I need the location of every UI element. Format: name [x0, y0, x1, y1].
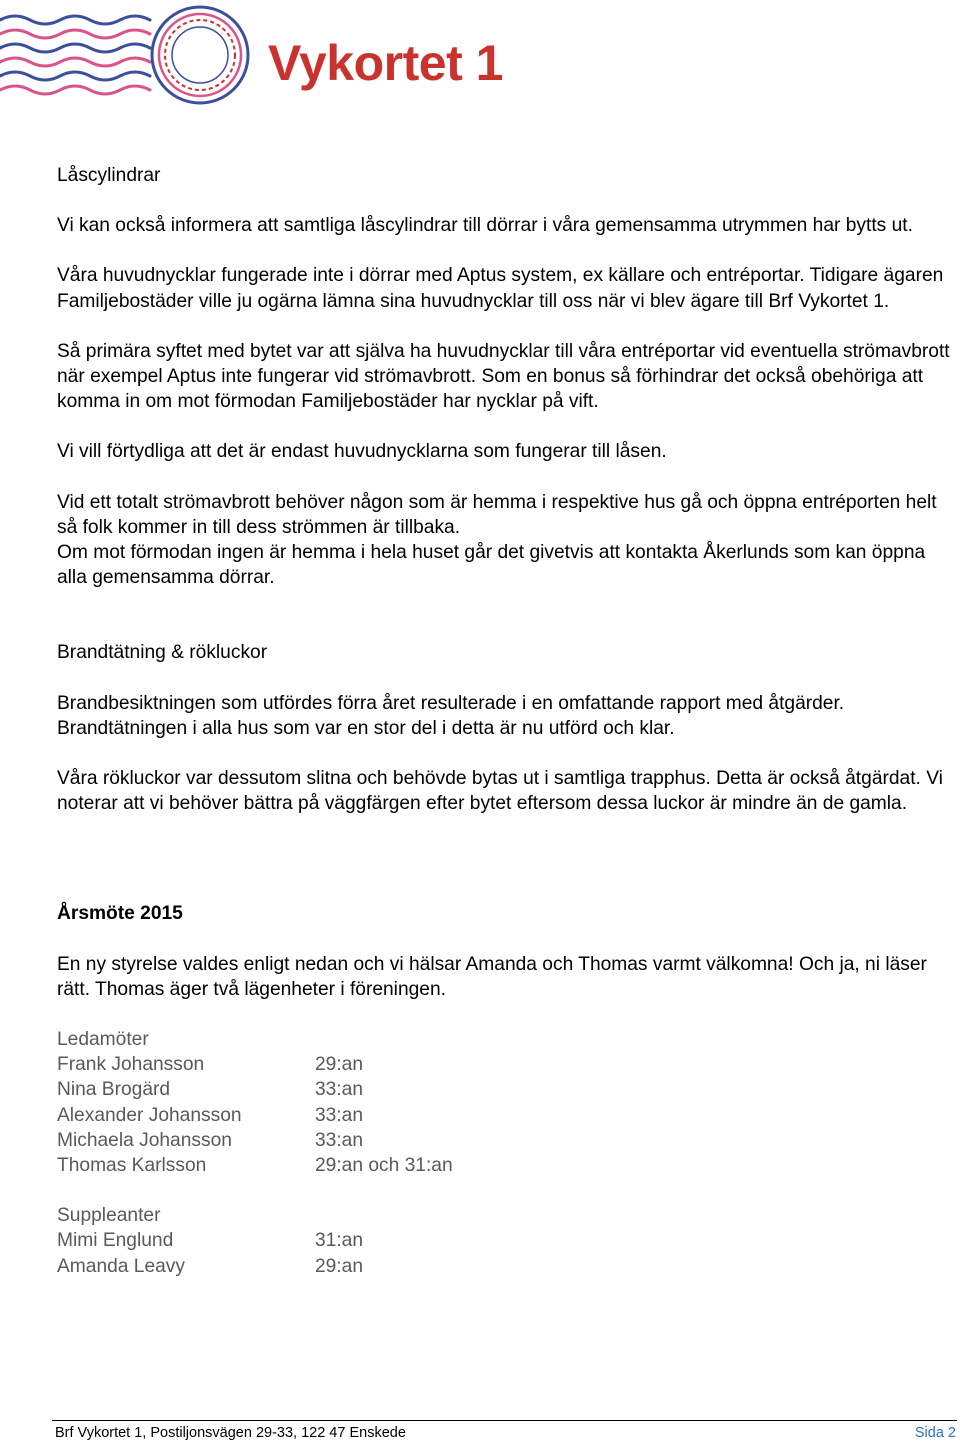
list-item — [57, 1077, 957, 1102]
section-heading-arsmote: Årsmöte 2015 — [57, 903, 183, 925]
document-body — [57, 163, 957, 1279]
member-house: 33:an — [315, 1104, 364, 1126]
member-name: Thomas Karlsson — [57, 1155, 207, 1177]
paragraph: Vi kan också informera att samtliga låscylindrar till dörrar i våra gemensamma utrymmen har bytts ut. — [57, 215, 913, 237]
brand-logo — [0, 0, 520, 110]
member-name: Michaela Johansson — [57, 1129, 232, 1151]
paragraph: Så primära syftet med bytet var att själva ha huvudnycklar till våra entréportar vid eventuella strömavbrott när exempel Aptus inte fungerar vid strömavbrott. Som en bonus så förhindrar det också obehöriga att komma in om mot förmodan Familjebostäder har nycklar på vift. — [57, 340, 950, 413]
substitute-house: 31:an — [315, 1230, 364, 1252]
wave-line — [0, 16, 150, 24]
substitute-house: 29:an — [315, 1255, 364, 1277]
list-item — [57, 1128, 957, 1153]
member-house: 33:an — [315, 1079, 364, 1101]
wave-line — [0, 30, 150, 38]
member-house: 29:an och 31:an — [315, 1155, 453, 1177]
member-name: Alexander Johansson — [57, 1104, 242, 1126]
paragraph: Om mot förmodan ingen är hemma i hela huset går det givetvis att kontakta Åkerlunds som kan öppna alla gemensamma dörrar. — [57, 542, 926, 589]
paragraph: Vi vill förtydliga att det är endast huvudnycklarna som fungerar till låsen. — [57, 441, 667, 463]
wave-line — [0, 72, 150, 80]
member-name: Frank Johansson — [57, 1054, 205, 1076]
wave-line — [0, 44, 150, 52]
postmark-stamp-icon — [0, 0, 270, 110]
section-heading-lascylindrar: Låscylindrar — [57, 165, 161, 186]
member-house: 33:an — [315, 1129, 364, 1151]
paragraph: Brandbesiktningen som utfördes förra året resulterade i en omfattande rapport med åtgärder. Brandtätningen i alla hus som var en stor del i detta är nu utförd och klar. — [57, 692, 845, 739]
page-footer — [55, 1424, 956, 1442]
member-house: 29:an — [315, 1054, 364, 1076]
section-heading-brand: Brandtätning & rökluckor — [57, 642, 268, 664]
wave-line — [0, 58, 150, 66]
logo-text: Vykortet 1 — [268, 35, 503, 91]
substitute-name: Mimi Englund — [57, 1230, 174, 1252]
board-members-title: Ledamöter — [57, 1029, 149, 1051]
list-item — [57, 1103, 957, 1128]
footer-address: Brf Vykortet 1, Postiljonsvägen 29-33, 122 47 Enskede — [55, 1425, 406, 1441]
paragraph: En ny styrelse valdes enligt nedan och vi hälsar Amanda och Thomas varmt välkomna! Och ja, ni läser rätt. Thomas äger två lägenheter i föreningen. — [57, 953, 927, 1000]
board-list — [57, 1027, 957, 1279]
paragraph: Vid ett totalt strömavbrott behöver någon som är hemma i respektive hus gå och öppna entréporten helt så folk kommer in till dess strömmen är tillbaka. — [57, 491, 937, 538]
page-number: Sida 2 — [914, 1425, 956, 1441]
wave-line — [0, 86, 150, 94]
list-item — [57, 1254, 957, 1279]
paragraph: Våra rökluckor var dessutom slitna och behövde bytas ut i samtliga trapphus. Detta är också åtgärdat. Vi noterar att vi behöver bättra på väggfärgen efter bytet eftersom dessa luckor är mindre än de gamla. — [57, 768, 943, 815]
substitute-name: Amanda Leavy — [57, 1255, 185, 1277]
board-substitutes-title: Suppleanter — [57, 1205, 161, 1227]
list-item — [57, 1052, 957, 1077]
footer-divider — [52, 1420, 957, 1421]
list-item — [57, 1153, 957, 1178]
paragraph: Våra huvudnycklar fungerade inte i dörrar med Aptus system, ex källare och entréportar. Tidigare ägaren Familjebostäder ville ju ogärna lämna sina huvudnycklar till oss när vi blev ägare till Brf Vykortet 1. — [57, 265, 944, 312]
list-item — [57, 1228, 957, 1253]
member-name: Nina Brogärd — [57, 1079, 171, 1101]
